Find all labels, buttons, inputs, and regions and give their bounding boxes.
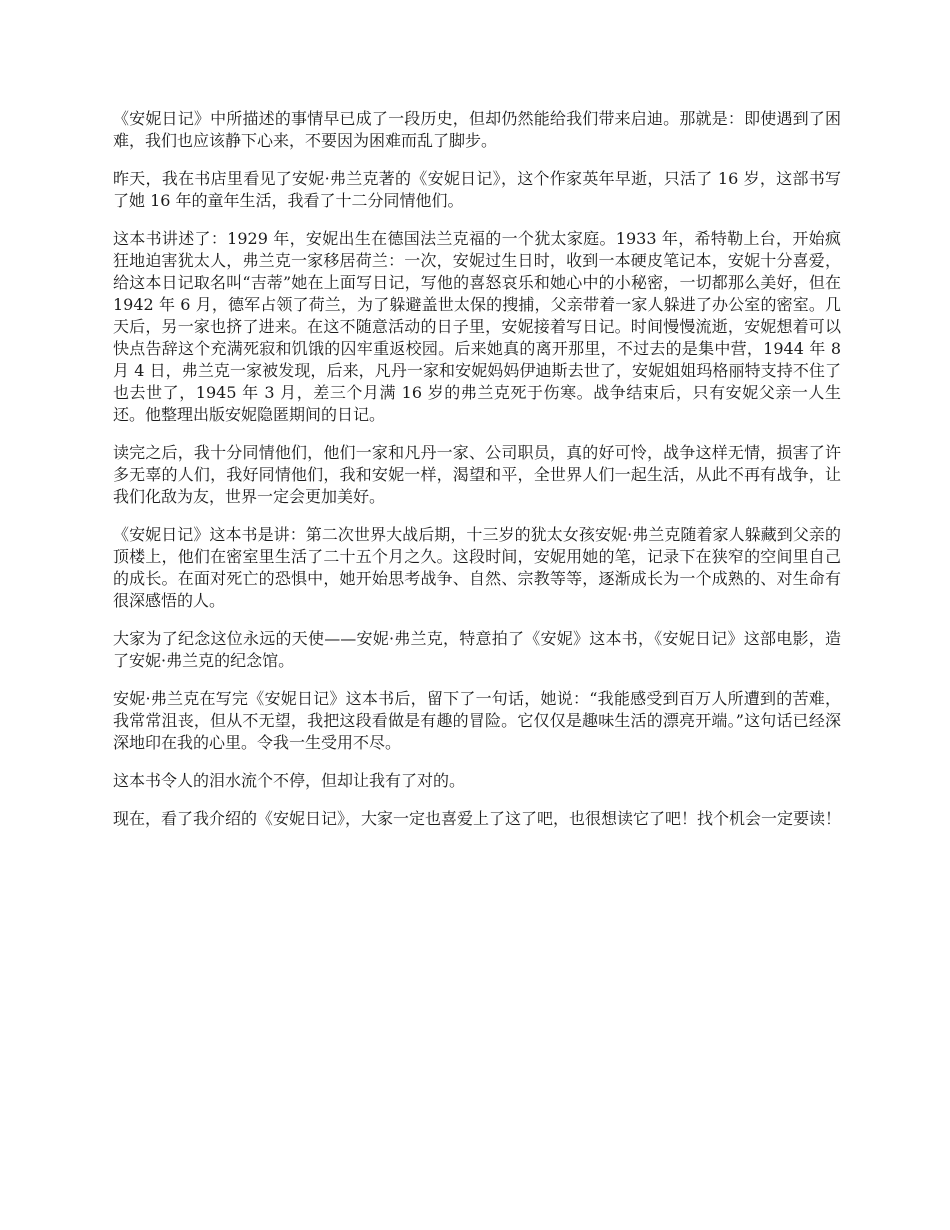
document-body <box>113 108 841 846</box>
paragraph-6: 大家为了纪念这位永远的天使——安妮·弗兰克，特意拍了《安妮》这本书，《安妮日记》这部电影，造了安妮·弗兰克的纪念馆。 <box>113 629 841 670</box>
paragraph-4: 读完之后，我十分同情他们，他们一家和凡丹一家、公司职员，真的好可怜，战争这样无情，损害了许多无辜的人们，我好同情他们，我和安妮一样，渴望和平，全世界人们一起生活，从此不再有战争，让我们化敌为友，世界一定会更加美好。 <box>113 443 841 506</box>
paragraph-8: 这本书令人的泪水流个不停，但却让我有了对的。 <box>113 771 466 790</box>
paragraph-1: 《安妮日记》中所描述的事情早已成了一段历史，但却仍然能给我们带来启迪。那就是：即使遇到了困难，我们也应该静下心来，不要因为困难而乱了脚步。 <box>113 109 841 150</box>
paragraph-9: 现在，看了我介绍的《安妮日记》，大家一定也喜爱上了这了吧，也很想读它了吧！找个机会一定要读！ <box>113 809 842 828</box>
paragraph-3: 这本书讲述了：1929 年，安妮出生在德国法兰克福的一个犹太家庭。1933 年，希特勒上台，开始疯狂地迫害犹太人，弗兰克一家移居荷兰：一次，安妮过生日时，收到一本硬皮笔记本，安妮十分喜爱，给这本日记取名叫“吉蒂”她在上面写日记，写他的喜怒哀乐和她心中的小秘密，一切都那么美好，但在 1942 年 6 月，德军占领了荷兰，为了躲避盖世太保的搜捕，父亲带着一家人躲进了办公室的密室。几天后，另一家也挤了进来。在这不随意活动的日子里，安妮接着写日记。时间慢慢流逝，安妮想着可以快点告辞这个充满死寂和饥饿的囚牢重返校园。后来她真的离开那里，不过去的是集中营，1944 年 8 月 4 日，弗兰克一家被发现，后来，凡丹一家和安妮妈妈伊迪斯去世了，安妮姐姐玛格丽特支持不住了也去世了，1945 年 3 月，差三个月满 16 岁的弗兰克死于伤寒。战争结束后，只有安妮父亲一人生还。他整理出版安妮隐匿期间的日记。 <box>113 229 841 424</box>
paragraph-2: 昨天，我在书店里看见了安妮·弗兰克著的《安妮日记》，这个作家英年早逝，只活了 16 岁，这部书写了她 16 年的童年生活，我看了十二分同情他们。 <box>113 169 841 210</box>
paragraph-7: 安妮·弗兰克在写完《安妮日记》这本书后，留下了一句话，她说：“我能感受到百万人所遭到的苦难，我常常沮丧，但从不无望，我把这段看做是有趣的冒险。它仅仅是趣味生活的漂亮开端。”这句话已经深深地印在我的心里。令我一生受用不尽。 <box>113 689 841 752</box>
paragraph-5: 《安妮日记》这本书是讲：第二次世界大战后期，十三岁的犹太女孩安妮·弗兰克随着家人躲藏到父亲的顶楼上，他们在密室里生活了二十五个月之久。这段时间，安妮用她的笔，记录下在狭窄的空间里自己的成长。在面对死亡的恐惧中，她开始思考战争、自然、宗教等等，逐渐成长为一个成熟的、对生命有很深感悟的人。 <box>113 525 841 610</box>
